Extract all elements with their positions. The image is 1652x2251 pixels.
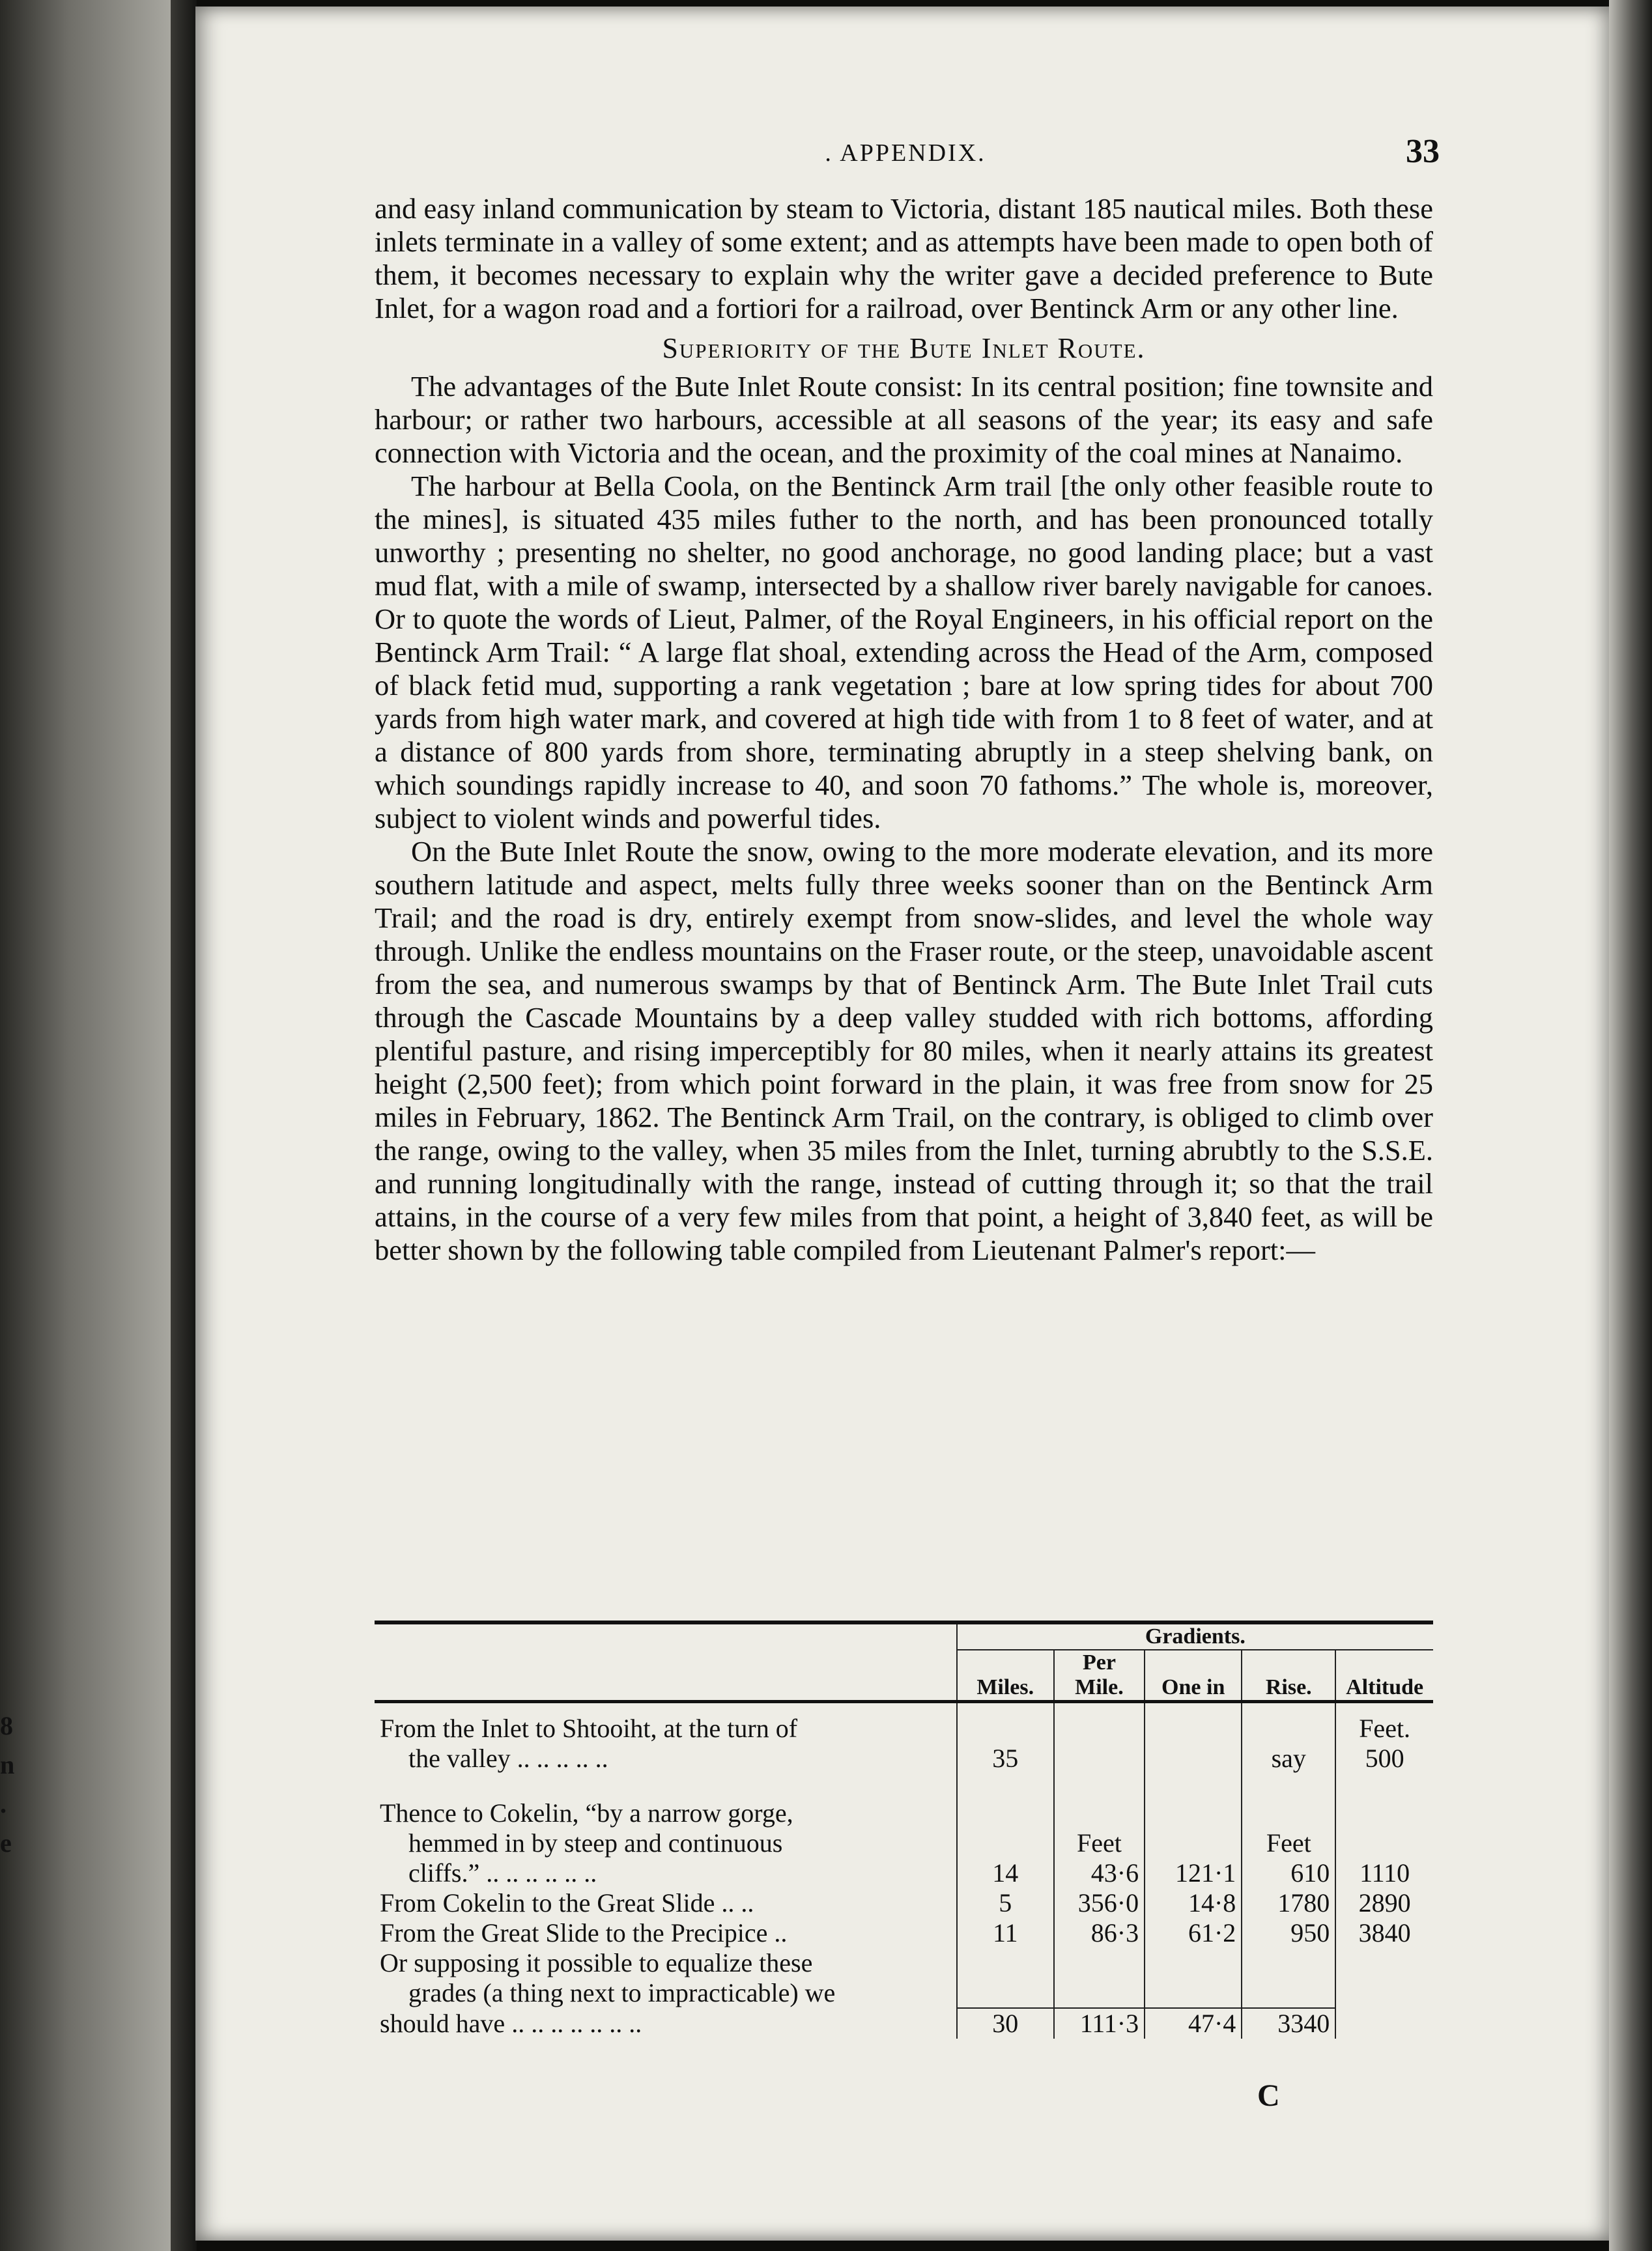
cell-miles: 35 bbox=[957, 1744, 1054, 1774]
row-description: From the Great Slide to the Precipice .. bbox=[380, 1918, 788, 1947]
page-number: 33 bbox=[1406, 133, 1440, 170]
cell-altitude: 2890 bbox=[1335, 1888, 1433, 1918]
table-row bbox=[375, 1828, 1433, 1858]
cell-rise: say bbox=[1242, 1744, 1335, 1774]
table-row bbox=[375, 1948, 1433, 1978]
col-header-rise: Rise. bbox=[1242, 1650, 1335, 1702]
col-header-altitude: Altitude bbox=[1335, 1650, 1433, 1702]
row-description: Thence to Cokelin, “by a narrow gorge, bbox=[380, 1798, 793, 1828]
table-row bbox=[375, 1744, 1433, 1774]
paragraph-bute-route: On the Bute Inlet Route the snow, owing to the more moderate elevation, and its more southern latitude and aspect, melts fully three weeks sooner than on the Bentinck Arm Trail; and the road is dry, entirely exempt from snow-slides, and level the whole way through. Unlike the endless mountains on the Fraser route, or the steep, unavoidable ascent from the sea, and numerous swamps by that of Bentinck Arm. The Bute Inlet Trail cuts through the Cascade Mountains by a deep valley studded with rich bottoms, affording plentiful pasture, and rising imperceptibly for 80 miles, when it nearly attains its greatest height (2,500 feet); from which point forward in the plain, it was free from snow for 25 miles in February, 1862. The Bentinck Arm Trail, on the contrary, is obliged to climb over the range, owing to the valley, when 35 miles from the Inlet, turning abrubtly to the S.S.E. and running longitudinally with the range, instead of cutting through it; so that the trail attains, in the course of a very few miles from that point, a height of 3,840 feet, as will be better shown by the following table compiled from Lieutenant Palmer's report:— bbox=[375, 835, 1433, 1266]
row-description: From the Inlet to Shtooiht, at the turn of bbox=[380, 1714, 798, 1743]
cell-rise: 1780 bbox=[1242, 1888, 1335, 1918]
running-head bbox=[365, 134, 1446, 173]
col-header-per-mile: Per Mile. bbox=[1054, 1650, 1145, 1702]
page-stack-edge bbox=[1609, 0, 1652, 2251]
paragraph-continued: and easy inland communication by steam to Victoria, distant 185 nautical miles. Both these inlets terminate in a valley of some extent; and as attempts have been made to open both of them, it becomes necessary to explain why the writer gave a decided preference to Bute Inlet, for a wagon road and a fortiori for a railroad, over Bentinck Arm or any other line. bbox=[375, 192, 1433, 324]
gradients-table bbox=[375, 1621, 1433, 2039]
book-gutter bbox=[171, 0, 197, 2251]
cell-miles: 11 bbox=[957, 1918, 1054, 1948]
row-description-cont: the valley .. .. .. .. .. bbox=[408, 1744, 608, 1773]
row-description-cont: cliffs.” .. .. .. .. .. .. bbox=[408, 1858, 597, 1888]
running-title: . APPENDIX. bbox=[825, 139, 986, 167]
paragraph-bella-coola: The harbour at Bella Coola, on the Bentinck Arm trail [the only other feasible route to the mines], is situated 435 miles futher to the north, and has been pronounced totally unworthy ; presenting no shelter, no good anchorage, no good landing place; but a vast mud flat, with a mile of swamp, intersected by a shallow river barely navigable for canoes. Or to quote the words of Lieut, Palmer, of the Royal Engineers, in his official report on the Bentinck Arm Trail: “ A large flat shoal, extending across the Head of the Arm, composed of black fetid mud, supporting a rank vegetation ; bare at low spring tides for about 700 yards from high water mark, and covered at high tide with from 1 to 8 feet of water, and at a distance of 800 yards from shore, terminating abruptly in a steep shelving bank, on which soundings rapidly increase to 40, and soon 70 fathoms.” The whole is, moreover, subject to violent winds and powerful tides. bbox=[375, 470, 1433, 834]
row-description: Or supposing it possible to equalize these bbox=[380, 1948, 813, 1977]
row-description: From Cokelin to the Great Slide .. .. bbox=[380, 1888, 754, 1918]
table-header-group-row bbox=[375, 1622, 1433, 1650]
table-row bbox=[375, 1978, 1433, 2008]
margin-char: . bbox=[0, 1789, 7, 1819]
table-row bbox=[375, 1888, 1433, 1918]
per-mile-unit: Feet bbox=[1054, 1828, 1145, 1858]
cell-one-in: 121·1 bbox=[1145, 1858, 1242, 1888]
cell-per-mile: 86·3 bbox=[1054, 1918, 1145, 1948]
cell-miles: 30 bbox=[957, 2008, 1054, 2039]
cell-altitude bbox=[1335, 2008, 1433, 2039]
facing-page-edge bbox=[0, 0, 171, 2251]
col-header-miles: Miles. bbox=[957, 1650, 1054, 1702]
header-rule bbox=[375, 1702, 1433, 1714]
cell-altitude: 500 bbox=[1335, 1744, 1433, 1774]
table-row bbox=[375, 1918, 1433, 1948]
col-header-one-in: One in bbox=[1145, 1650, 1242, 1702]
cell-one-in: 47·4 bbox=[1145, 2008, 1242, 2039]
cell-rise: 950 bbox=[1242, 1918, 1335, 1948]
paragraph-advantages: The advantages of the Bute Inlet Route consist: In its central position; fine townsite and harbour; or rather two harbours, accessible at all seasons of the year; its easy and safe connection with Victoria and the ocean, and the proximity of the coal mines at Nanaimo. bbox=[375, 370, 1433, 469]
row-description-cont: hemmed in by steep and continuous bbox=[408, 1828, 783, 1858]
margin-char: n bbox=[0, 1750, 15, 1779]
signature-mark: C bbox=[1257, 2078, 1280, 2113]
cell-one-in: 61·2 bbox=[1145, 1918, 1242, 1948]
rise-unit: Feet bbox=[1242, 1828, 1335, 1858]
description-header bbox=[375, 1622, 957, 1702]
table-row bbox=[375, 1798, 1433, 1828]
row-description-cont: grades (a thing next to impracticable) we bbox=[408, 1978, 836, 2007]
cell-miles: 5 bbox=[957, 1888, 1054, 1918]
cell-miles: 14 bbox=[957, 1858, 1054, 1888]
cell-altitude: 3840 bbox=[1335, 1918, 1433, 1948]
cell-rise: 610 bbox=[1242, 1858, 1335, 1888]
table-row bbox=[375, 1714, 1433, 1744]
gradients-group-header: Gradients. bbox=[957, 1622, 1433, 1650]
cell-rise: 3340 bbox=[1242, 2008, 1335, 2039]
body-text bbox=[375, 192, 1433, 1267]
table-row bbox=[375, 1858, 1433, 1888]
cell-one-in: 14·8 bbox=[1145, 1888, 1242, 1918]
row-gap bbox=[375, 1774, 1433, 1798]
cell-per-mile: 43·6 bbox=[1054, 1858, 1145, 1888]
altitude-unit: Feet. bbox=[1335, 1714, 1433, 1744]
cell-altitude: 1110 bbox=[1335, 1858, 1433, 1888]
row-description-cont: should have .. .. .. .. .. .. .. bbox=[380, 2009, 642, 2038]
table-row bbox=[375, 2008, 1433, 2039]
margin-char: 8 bbox=[0, 1711, 13, 1740]
cell-per-mile: 356·0 bbox=[1054, 1888, 1145, 1918]
facing-page-margin-characters bbox=[0, 1706, 13, 1863]
section-heading: Superiority of the Bute Inlet Route. bbox=[662, 332, 1146, 364]
cell-per-mile: 111·3 bbox=[1054, 2008, 1145, 2039]
margin-char: e bbox=[0, 1828, 12, 1858]
